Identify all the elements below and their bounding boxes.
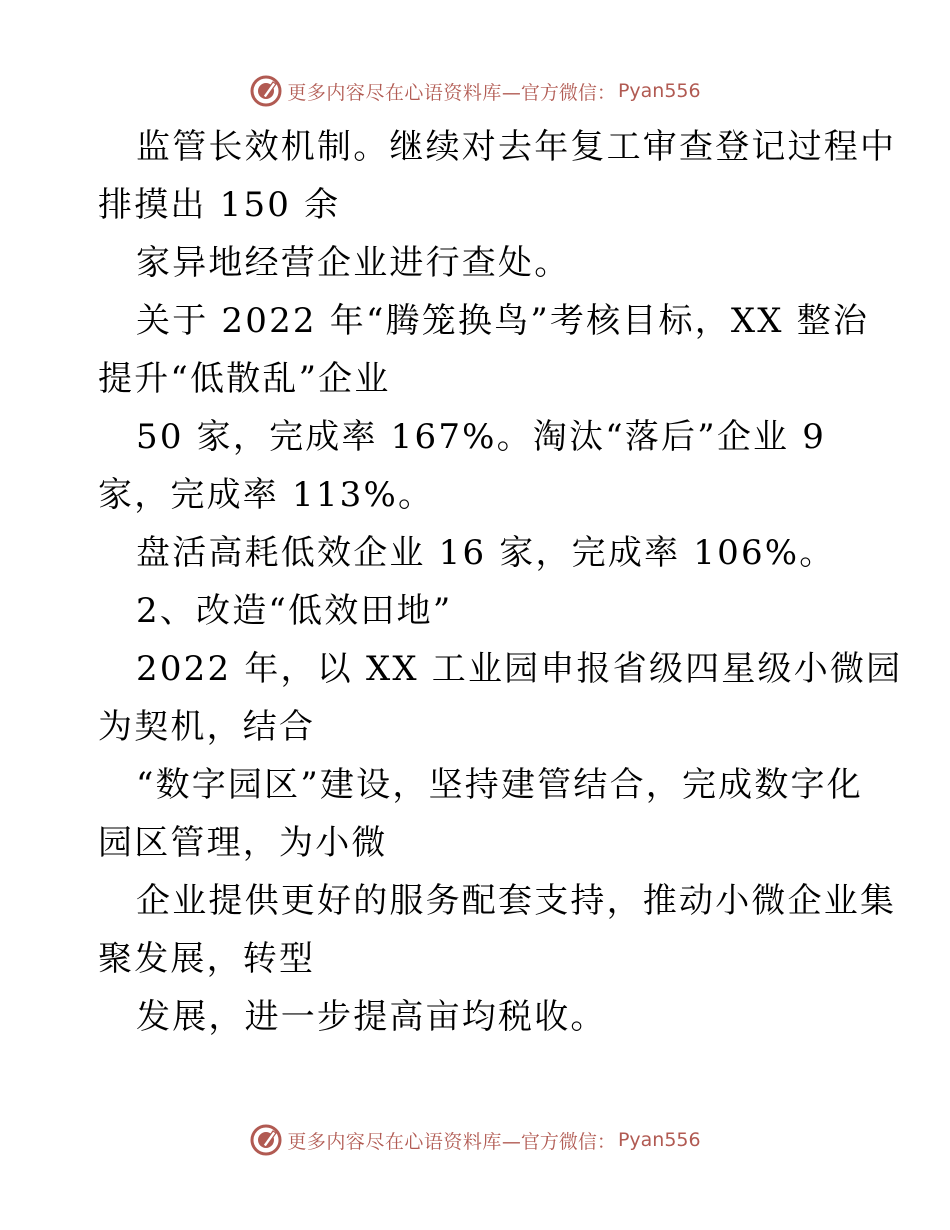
pen-seal-icon [249, 74, 283, 108]
watermark-text: 更多内容尽在心语资料库 [287, 1130, 502, 1153]
pen-seal-icon [249, 1123, 283, 1157]
body-line: 发展，进一步提高亩均税收。 [136, 997, 607, 1037]
body-line: 盘活高耗低效企业 16 家，完成率 106%。 [136, 533, 836, 573]
watermark-text: 更多内容尽在心语资料库 [287, 81, 502, 104]
body-line: 提升“低散乱”企业 [98, 359, 391, 399]
body-line: 50 家，完成率 167%。淘汰“落后”企业 9 [136, 417, 827, 457]
watermark-separator: —官方微信： [501, 1130, 616, 1153]
document-body [98, 118, 903, 1046]
watermark-brand: Pyan556 [617, 1129, 701, 1151]
watermark-brand: Pyan556 [617, 80, 701, 102]
body-line: 排摸出 150 余 [98, 185, 341, 225]
body-line: 园区管理，为小微 [98, 823, 388, 863]
header-watermark [0, 71, 950, 111]
body-line: “数字园区”建设，坚持建管结合，完成数字化 [136, 765, 863, 805]
body-line: 关于 2022 年“腾笼换鸟”考核目标，XX 整治 [136, 301, 870, 341]
body-line: 企业提供更好的服务配套支持，推动小微企业集 [136, 881, 897, 921]
body-line: 2022 年，以 XX 工业园申报省级四星级小微园 [136, 649, 903, 689]
watermark-separator: —官方微信： [501, 81, 616, 104]
footer-watermark [0, 1120, 950, 1160]
body-line: 聚发展，转型 [98, 939, 316, 979]
body-line: 为契机，结合 [98, 707, 316, 747]
body-line: 监管长效机制。继续对去年复工审查登记过程中 [136, 127, 897, 167]
body-line: 家，完成率 113%。 [98, 475, 435, 515]
body-line: 家异地经营企业进行查处。 [136, 243, 571, 283]
section-heading: 2、改造“低效田地” [136, 591, 453, 631]
